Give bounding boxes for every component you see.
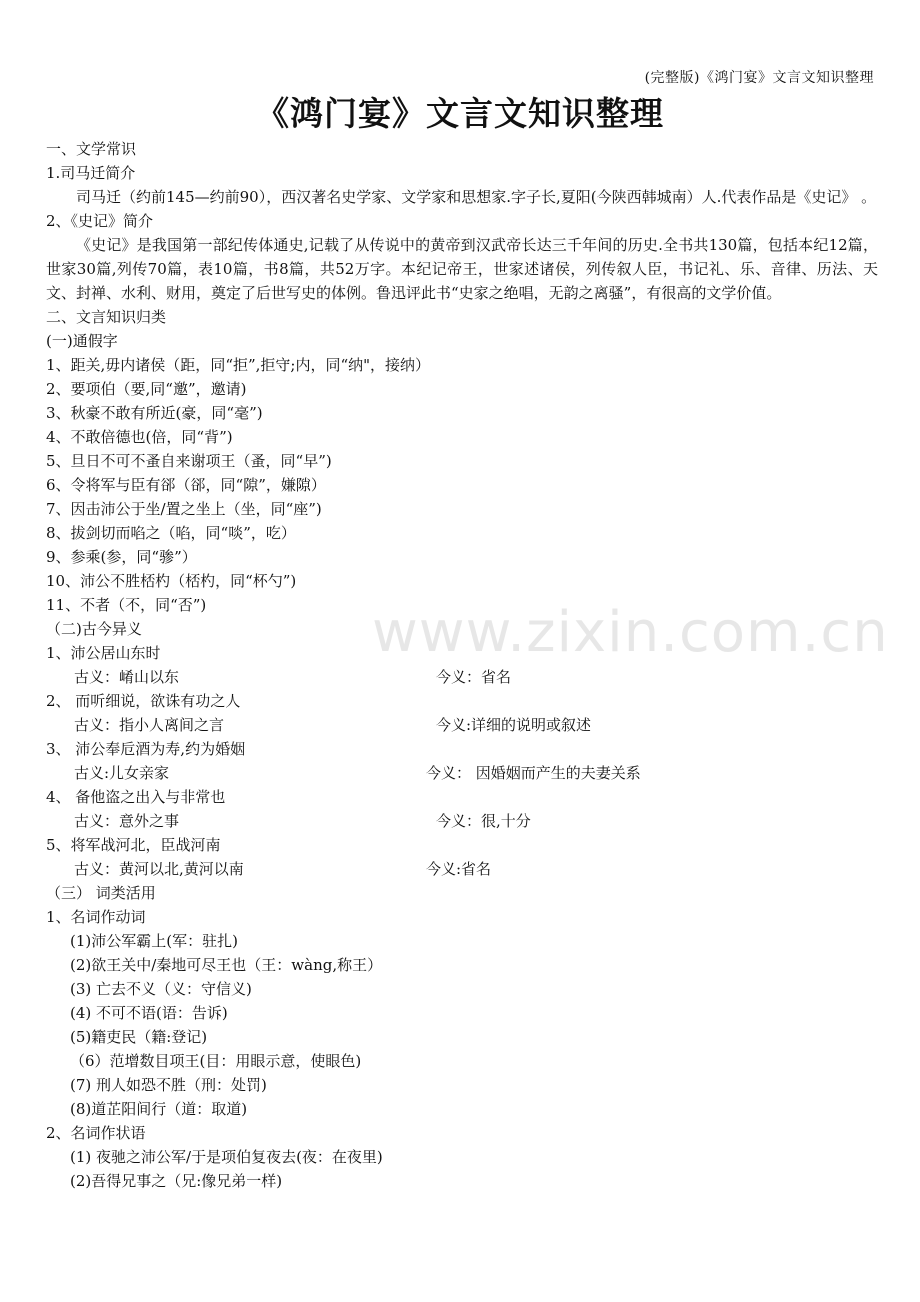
list-item: 4、不敢倍德也(倍，同“背”) — [46, 428, 233, 446]
subsection-heading: （三） 词类活用 — [46, 884, 156, 902]
section-heading: 二、文言知识归类 — [46, 308, 167, 326]
ancient-meaning: 古义：黄河以北,黄河以南 — [74, 860, 244, 878]
list-item: 9、参乘(参，同“骖”） — [46, 548, 197, 566]
modern-meaning: 今义:详细的说明或叙述 — [436, 716, 592, 734]
ancient-meaning: 古义：意外之事 — [74, 812, 180, 830]
subsection-heading: (一)通假字 — [46, 332, 118, 350]
subsection-heading: 2、名词作状语 — [46, 1124, 146, 1142]
list-item: 7、因击沛公于坐/置之坐上（坐，同“座”) — [46, 500, 322, 518]
list-item: 11、不者（不，同“否”) — [46, 596, 207, 614]
list-item: (2)欲王关中/秦地可尽王也（王：wàng,称王） — [70, 956, 383, 974]
modern-meaning: 今义：很,十分 — [436, 812, 531, 830]
list-item: (8)道芷阳间行（道：取道) — [70, 1100, 248, 1118]
watermark-text: www.zixin.com.cn — [372, 600, 889, 665]
list-item: 1、距关,毋内诸侯（距，同“拒”,拒守;内，同“纳"，接纳） — [46, 356, 431, 374]
modern-meaning: 今义:省名 — [426, 860, 492, 878]
list-item: (3) 亡去不义（义：守信义) — [70, 980, 252, 998]
ancient-meaning: 古义:儿女亲家 — [74, 764, 170, 782]
list-item: 3、秋豪不敢有所近(豪，同“毫”) — [46, 404, 263, 422]
gujin-item-title: 3、 沛公奉卮酒为寿,约为婚姻 — [46, 740, 246, 758]
gujin-item-meanings — [46, 761, 878, 785]
list-item: (5)籍吏民（籍:登记) — [70, 1028, 208, 1046]
ancient-meaning: 古义：崤山以东 — [74, 668, 180, 686]
subsection-heading: 2、《史记》简介 — [46, 212, 154, 230]
ancient-meaning: 古义：指小人离间之言 — [74, 716, 225, 734]
gujin-item-title: 1、沛公居山东时 — [46, 644, 161, 662]
list-item: 2、要项伯（要,同“邀”，邀请) — [46, 380, 247, 398]
modern-meaning: 今义：省名 — [436, 668, 512, 686]
header-note: (完整版)《鸿门宴》文言文知识整理 — [644, 70, 874, 86]
gujin-item-meanings — [46, 665, 878, 689]
list-item: (7) 刑人如恐不胜（刑：处罚) — [70, 1076, 267, 1094]
list-item: (4) 不可不语(语：告诉) — [70, 1004, 228, 1022]
gujin-item-title: 4、 备他盗之出入与非常也 — [46, 788, 226, 806]
paragraph-simaqian: 司马迁（约前145—约前90），西汉著名史学家、文学家和思想家.字子长,夏阳(今陕西韩城南）人.代表作品是《史记》 。 — [76, 188, 877, 206]
list-item: 8、拔剑切而啗之（啗，同“啖”，吃） — [46, 524, 296, 542]
list-item: 6、令将军与臣有郤（郤，同“隙”，嫌隙） — [46, 476, 326, 494]
subsection-heading: （二)古今异义 — [46, 620, 142, 638]
list-item: (1)沛公军霸上(军：驻扎) — [70, 932, 238, 950]
paragraph-shiji: 《史记》是我国第一部纪传体通史,记载了从传说中的黄帝到汉武帝长达三千年间的历史.全书共130篇，包括本纪12篇，世家30篇,列传70篇，表10篇，书8篇，共52万字。本纪记帝王，世家述诸侯，列传叙人臣，书记礼、乐、音律、历法、天文、封禅、水利、财用，奠定了后世写史的体例。鲁迅评此书“史家之绝唱，无韵之离骚”，有很高的文学价值。 — [46, 236, 878, 302]
gujin-item-meanings — [46, 857, 878, 881]
subsection-heading: 1、名词作动词 — [46, 908, 146, 926]
list-item: 10、沛公不胜桮杓（桮杓，同“杯勺”) — [46, 572, 297, 590]
list-item: 5、旦日不可不蚤自来谢项王（蚤，同“早”) — [46, 452, 332, 470]
gujin-item-meanings — [46, 809, 878, 833]
gujin-item-title: 2、 而听细说，欲诛有功之人 — [46, 692, 241, 710]
list-item: (1) 夜驰之沛公军/于是项伯复夜去(夜：在夜里) — [70, 1148, 383, 1166]
page-title: 《鸿门宴》文言文知识整理 — [256, 94, 664, 133]
section-heading: 一、文学常识 — [46, 140, 137, 158]
list-item: （6）范增数目项王(目：用眼示意，使眼色) — [70, 1052, 362, 1070]
gujin-item-meanings — [46, 713, 878, 737]
list-item: (2)吾得兄事之（兄:像兄弟一样) — [70, 1172, 283, 1190]
modern-meaning: 今义： 因婚姻而产生的夫妻关系 — [426, 764, 641, 782]
subsection-heading: 1.司马迁简介 — [46, 164, 136, 182]
gujin-item-title: 5、将军战河北，臣战河南 — [46, 836, 221, 854]
document-body — [46, 137, 878, 1193]
